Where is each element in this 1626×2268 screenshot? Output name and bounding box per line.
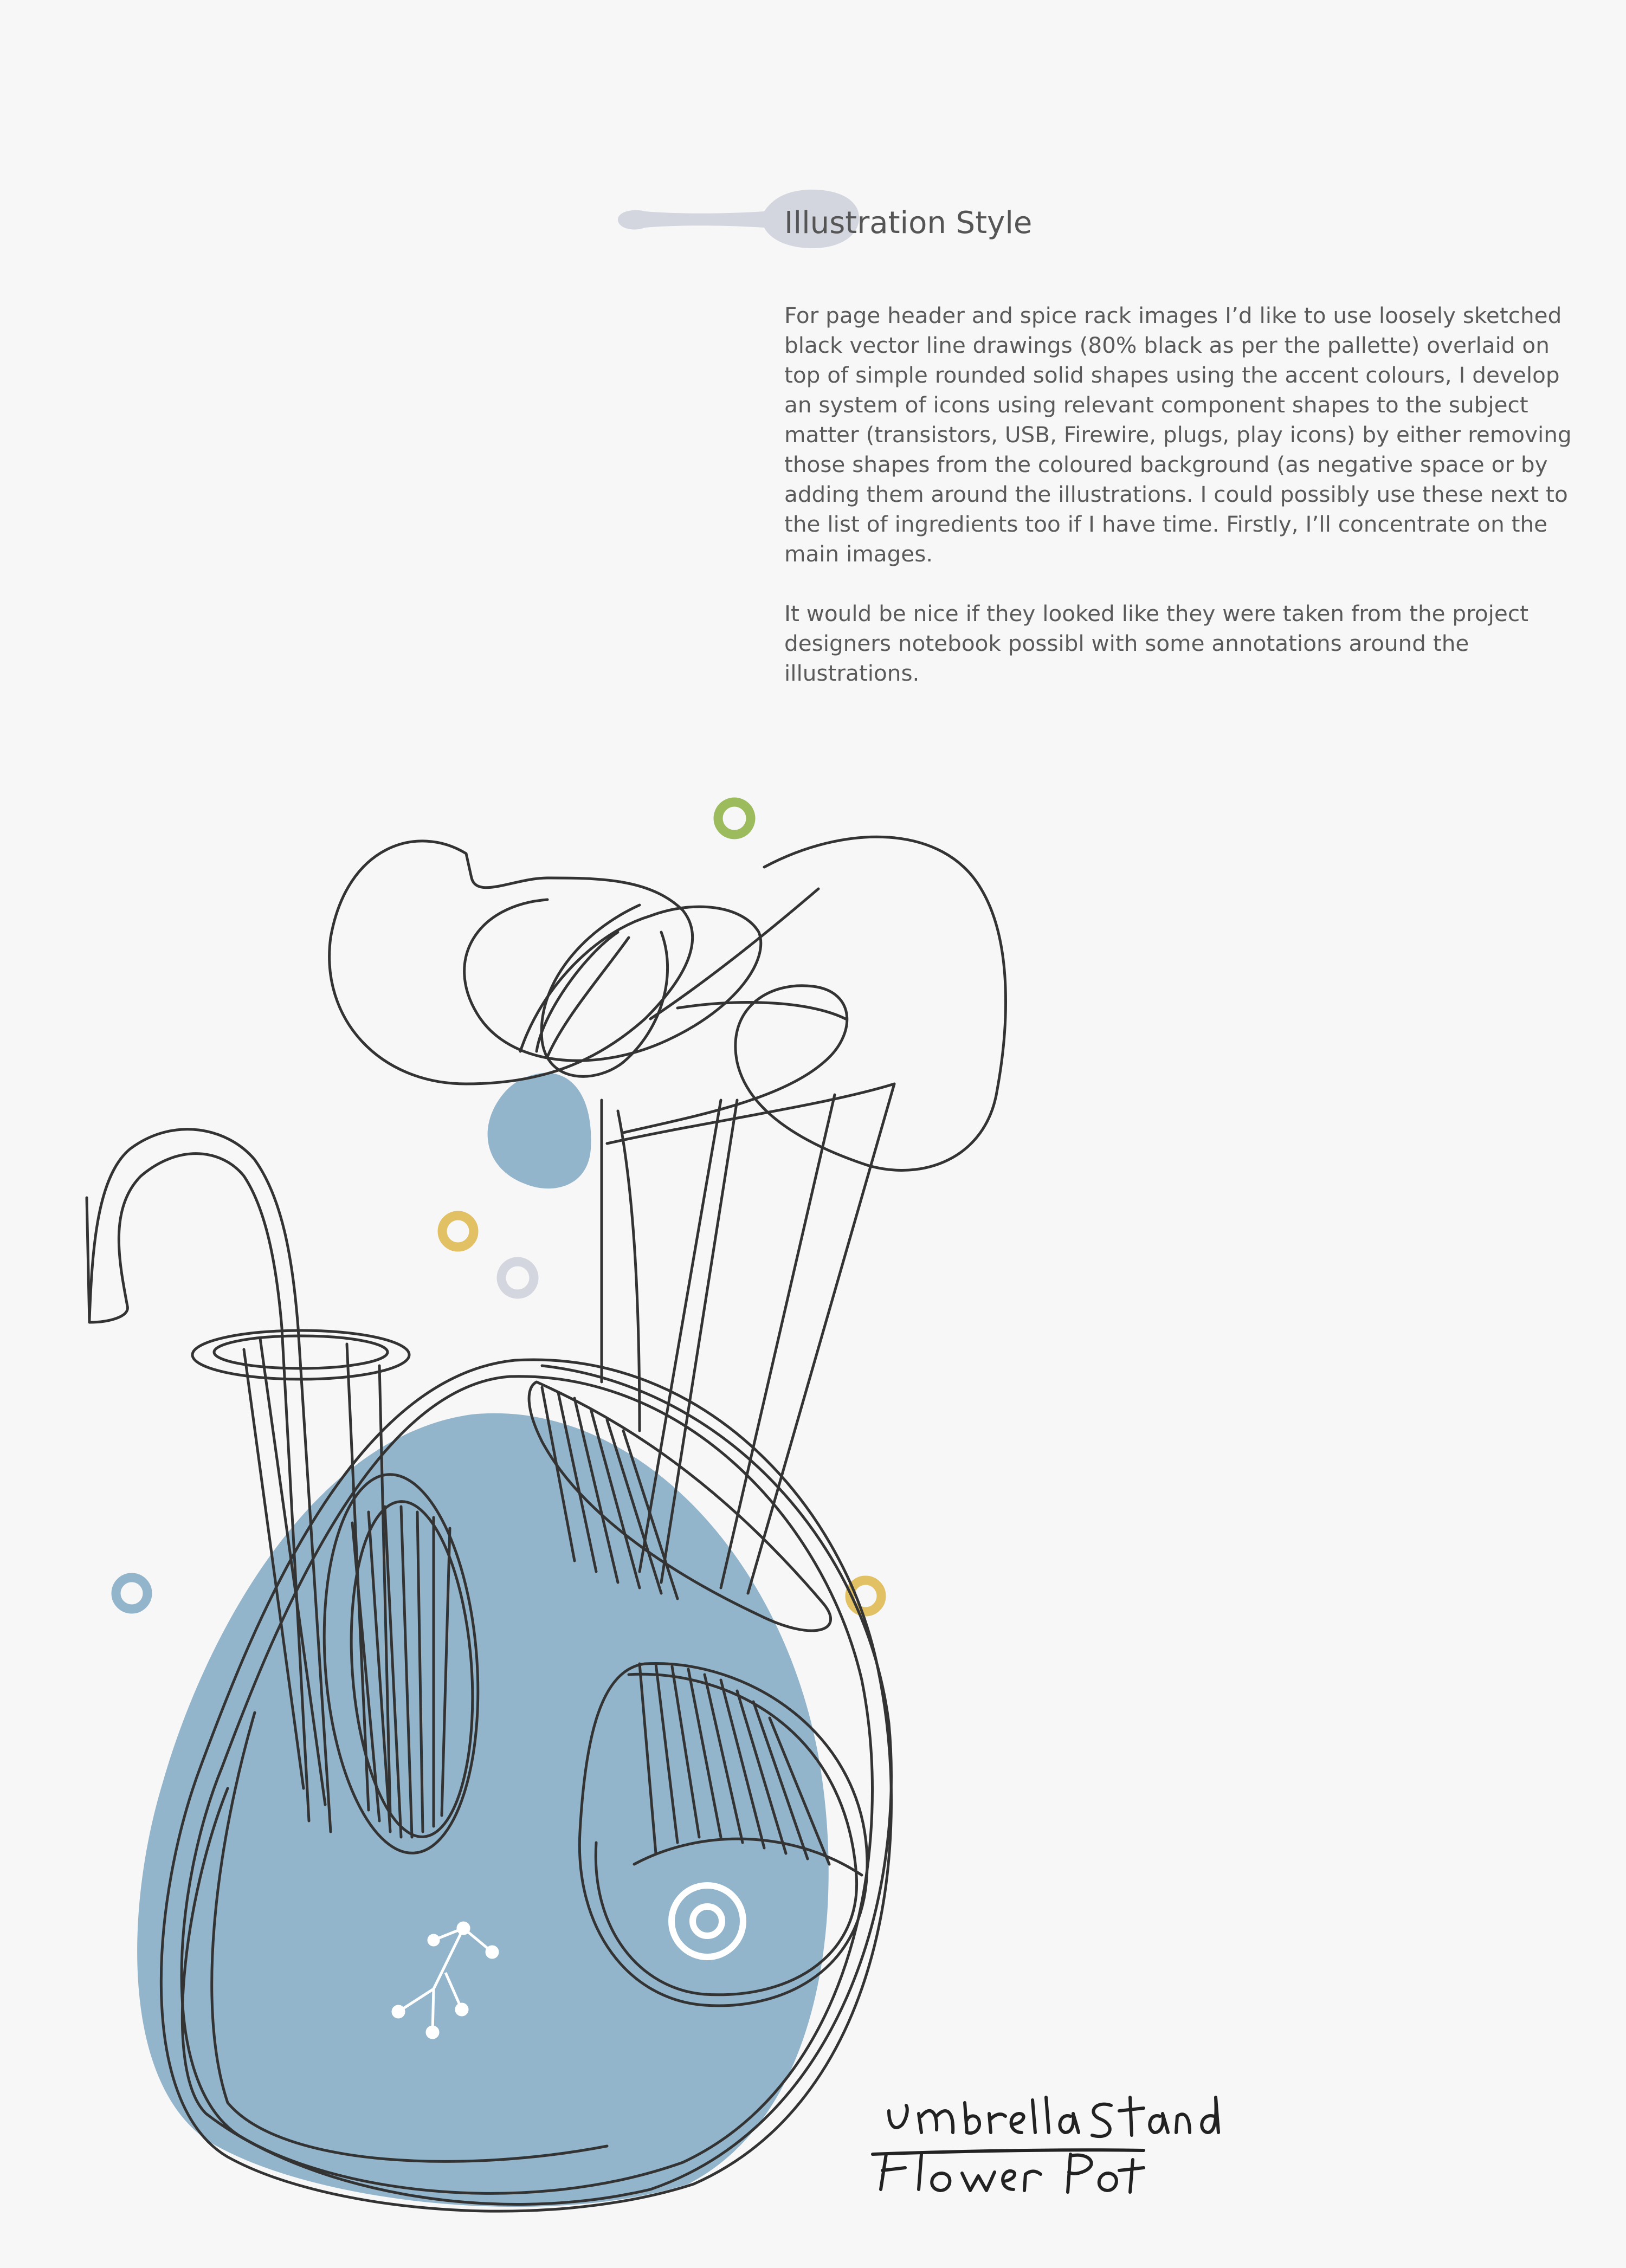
blue-blob-small <box>488 1073 591 1188</box>
handwritten-caption <box>873 2097 1218 2192</box>
blue-blob <box>137 1413 829 2207</box>
page-title: Illustration Style <box>784 205 1033 241</box>
body-text <box>784 301 1576 718</box>
paragraph: For page header and spice rack images I’d like to use loosely sketched black vector line drawings (80% black as per the pallette) overlaid on top of simple rounded solid shapes using the accent colours, I develop an system of icons using relevant component shapes to the subject matter (transistors, USB, Firewire, plugs, play icons) by either removing those shapes from the coloured background (as negative space or by adding them around the illustrations. I could possibly use these next to the list of ingredients too if I have time. Firstly, I’ll concentrate on the main images. <box>784 302 1572 567</box>
umbrella-stand-illustration <box>0 759 1626 2268</box>
paragraph: It would be nice if they looked like they were taken from the project designers notebook possibl with some annotations around the illustrations. <box>784 600 1528 686</box>
